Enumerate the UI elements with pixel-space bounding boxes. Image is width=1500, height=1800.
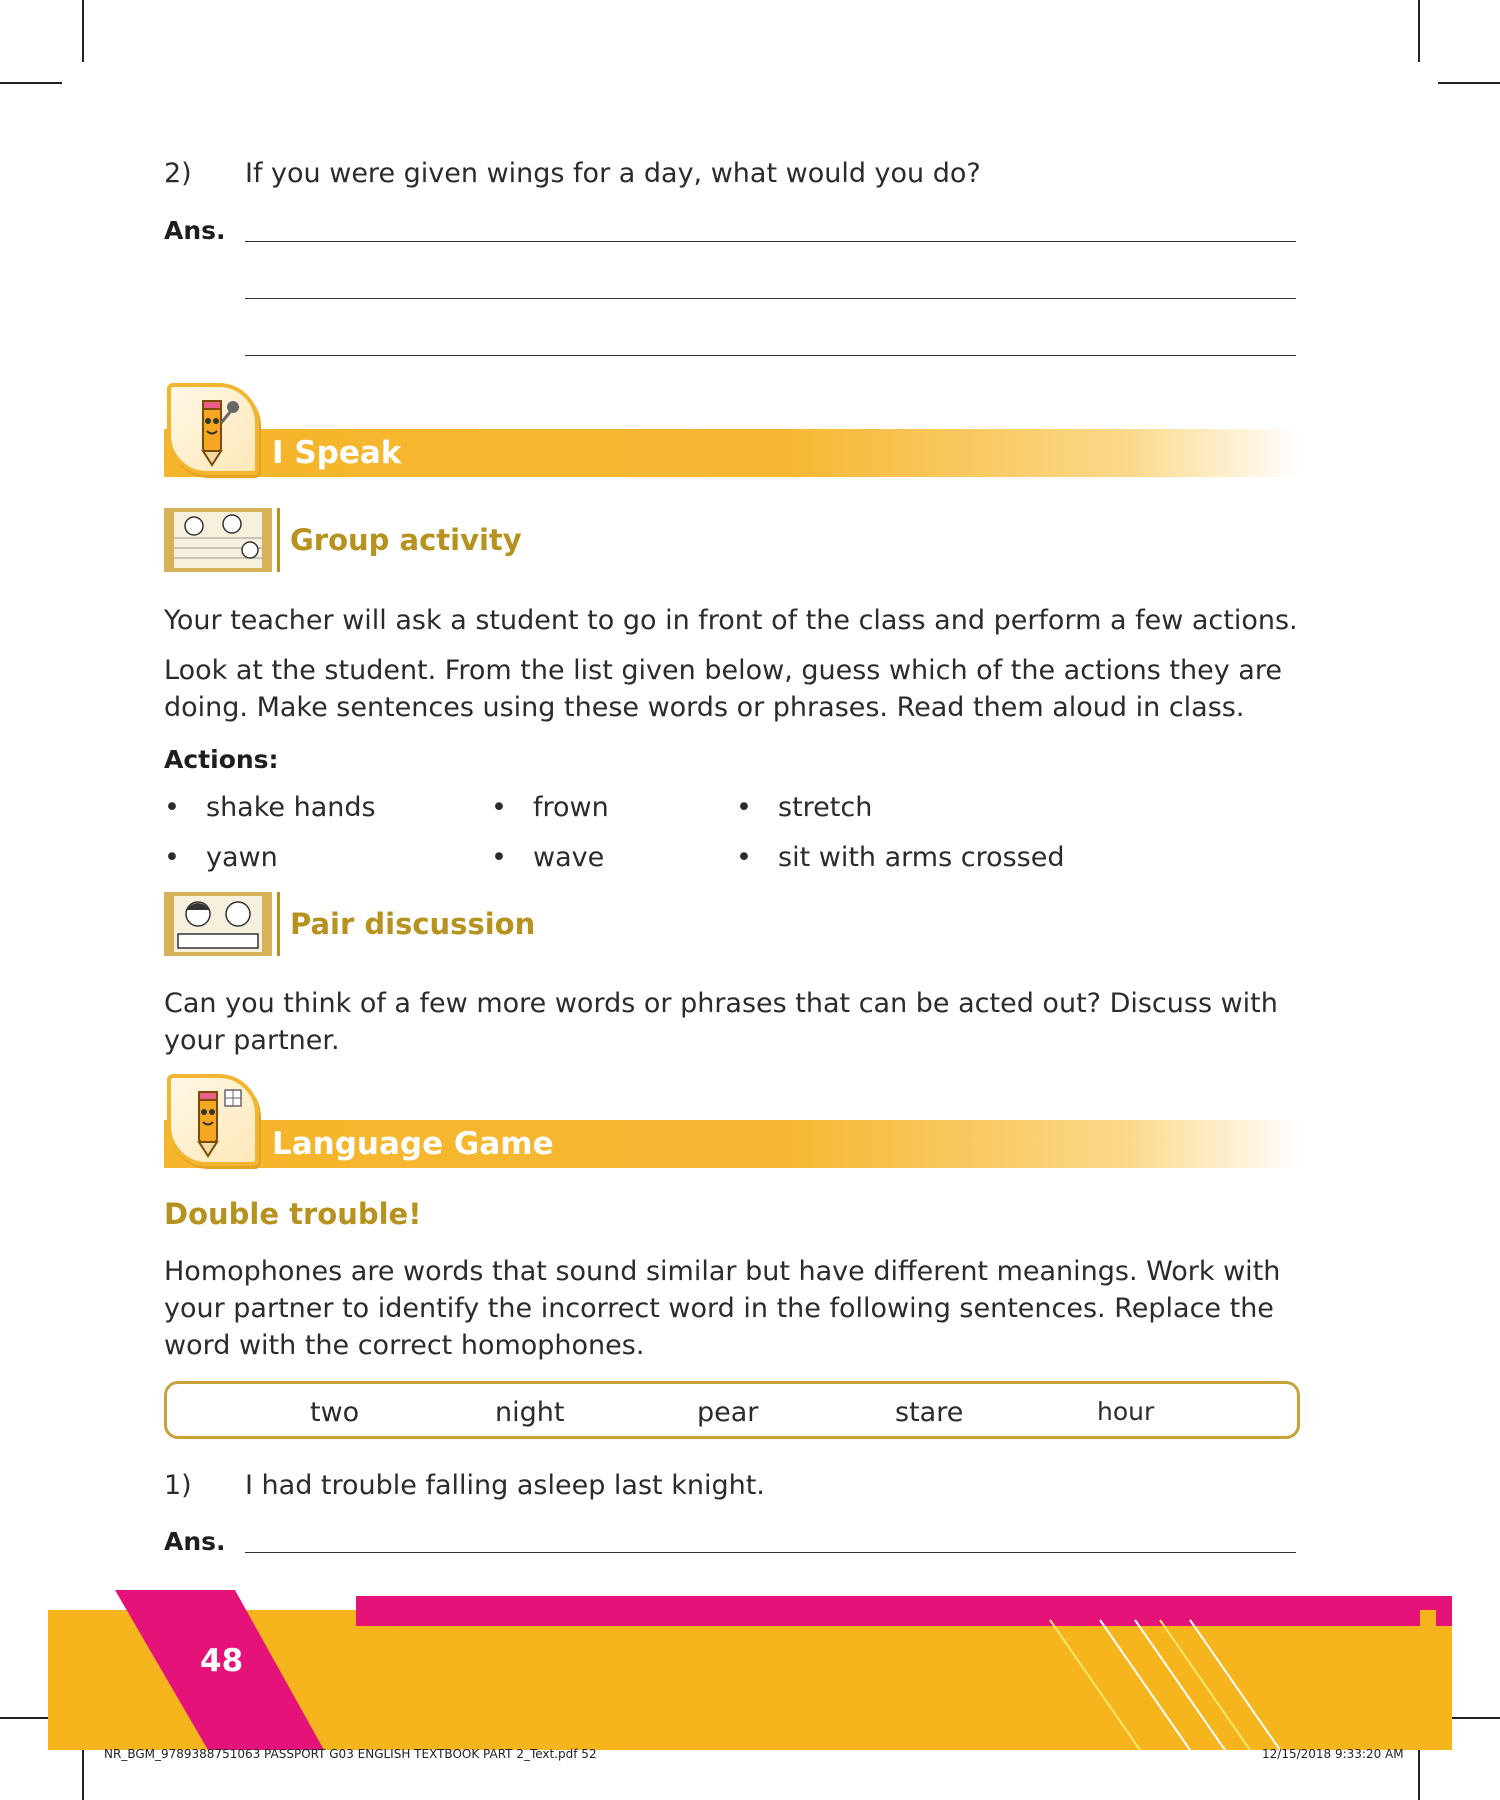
word-option: night <box>495 1397 565 1428</box>
pair-discussion-title: Pair discussion <box>290 907 536 941</box>
action-label: wave <box>533 842 605 873</box>
question-number: 2) <box>164 158 192 189</box>
word-box <box>164 1381 1300 1439</box>
word-option: pear <box>697 1397 759 1428</box>
bullet-dot: • <box>736 792 752 823</box>
answer-line[interactable] <box>245 1552 1296 1553</box>
action-label: shake hands <box>206 792 376 823</box>
ispeak-badge <box>167 383 259 475</box>
word-option: stare <box>895 1397 964 1428</box>
bullet-dot: • <box>491 842 507 873</box>
subheading-separator <box>277 892 280 956</box>
pencil-mascot-icon <box>171 1078 255 1162</box>
crop-mark <box>0 82 62 84</box>
word-option: two <box>310 1397 360 1428</box>
action-label: yawn <box>206 842 278 873</box>
crop-mark <box>1438 82 1500 84</box>
bullet-dot: • <box>164 842 180 873</box>
ispeak-title: I Speak <box>272 435 402 471</box>
question-text: I had trouble falling asleep last knight. <box>245 1470 765 1501</box>
actions-label: Actions: <box>164 745 279 774</box>
answer-line[interactable] <box>245 355 1296 356</box>
language-game-title: Language Game <box>272 1126 554 1162</box>
answer-line[interactable] <box>245 241 1296 242</box>
double-trouble-title: Double trouble! <box>164 1197 422 1231</box>
group-activity-instructions <box>164 602 1304 739</box>
instruction-paragraph: Your teacher will ask a student to go in front of the class and perform a few actions. <box>164 605 1298 636</box>
bullet-dot: • <box>164 792 180 823</box>
page-number: 48 <box>200 1643 244 1679</box>
print-timestamp: 12/15/2018 9:33:20 AM <box>1262 1747 1404 1761</box>
question-2 <box>164 158 1264 194</box>
crop-mark <box>82 0 84 62</box>
answer-label: Ans. <box>164 1527 226 1556</box>
subheading-separator <box>277 508 280 572</box>
pencil-mascot-icon <box>171 387 255 471</box>
homophones-instructions: Homophones are words that sound similar but have different meanings. Work with your partner to identify the incorrect word in the following sentences. Replace the word with the correct homophones. <box>164 1256 1281 1361</box>
answer-label: Ans. <box>164 216 226 245</box>
group-activity-title: Group activity <box>290 523 522 557</box>
pair-discussion-text: Can you think of a few more words or phrases that can be acted out? Discuss with your partner. <box>164 988 1278 1056</box>
crop-mark <box>1418 0 1420 62</box>
action-label: stretch <box>778 792 873 823</box>
children-writing-icon <box>174 512 262 568</box>
two-children-icon <box>174 896 262 952</box>
file-slug: NR_BGM_9789388751063 PASSPORT G03 ENGLISH TEXTBOOK PART 2_Text.pdf 52 <box>104 1747 597 1761</box>
answer-line[interactable] <box>245 298 1296 299</box>
pair-discussion-illustration <box>164 892 272 956</box>
question-number: 1) <box>164 1470 192 1501</box>
language-game-badge <box>167 1074 259 1166</box>
bullet-dot: • <box>736 842 752 873</box>
action-label: frown <box>533 792 609 823</box>
question-1 <box>164 1470 1264 1506</box>
bullet-dot: • <box>491 792 507 823</box>
word-option: hour <box>1097 1397 1155 1426</box>
action-label: sit with arms crossed <box>778 842 1065 873</box>
question-text: If you were given wings for a day, what would you do? <box>245 158 981 189</box>
instruction-paragraph: Look at the student. From the list given below, guess which of the actions they are doing. Make sentences using these words or phrases. Read them aloud in class. <box>164 655 1282 723</box>
group-activity-illustration <box>164 508 272 572</box>
